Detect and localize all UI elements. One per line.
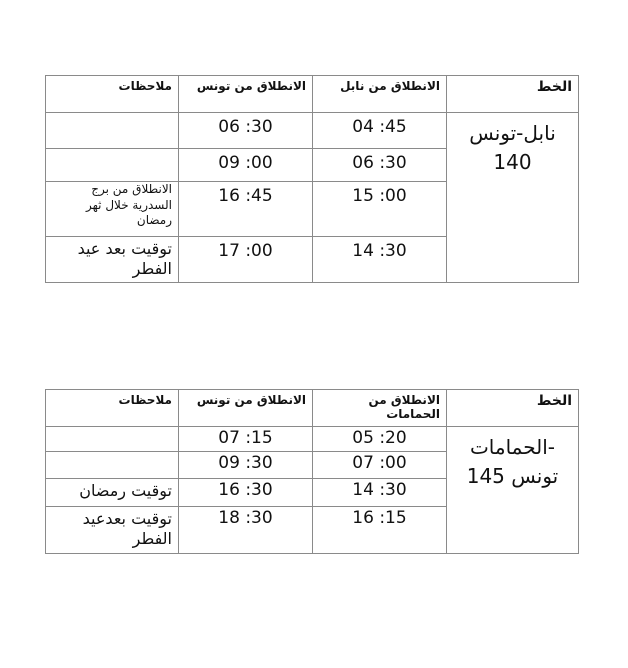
header-from-origin: الانطلاق من نابل (313, 76, 447, 113)
row-note (46, 427, 179, 452)
departure-tunis-time: 06 :30 (179, 113, 313, 149)
departure-tunis-time: 17 :00 (179, 237, 313, 283)
table-row (46, 113, 579, 149)
departure-origin-time: 06 :30 (313, 149, 447, 182)
line-name: -الحمامات تونس 145 (447, 427, 579, 554)
departure-origin-time: 15 :00 (313, 182, 447, 237)
departure-tunis-time: 18 :30 (179, 507, 313, 554)
table-header-row (46, 76, 579, 113)
departure-tunis-time: 09 :00 (179, 149, 313, 182)
header-from-origin: الانطلاق من الحمامات (313, 390, 447, 427)
header-notes: ملاحظات (46, 390, 179, 427)
schedule-table-line-145 (45, 389, 579, 554)
header-from-tunis: الانطلاق من تونس (179, 76, 313, 113)
departure-origin-time: 14 :30 (313, 479, 447, 507)
departure-origin-time: 04 :45 (313, 113, 447, 149)
departure-origin-time: 07 :00 (313, 452, 447, 479)
table-row (46, 427, 579, 452)
header-line: الخط (447, 390, 579, 427)
row-note: توقيت رمضان (46, 479, 179, 507)
header-line: الخط (447, 76, 579, 113)
schedule-table-line-140 (45, 75, 579, 283)
table-header-row (46, 390, 579, 427)
departure-tunis-time: 07 :15 (179, 427, 313, 452)
line-name: نابل-تونس 140 (447, 113, 579, 283)
row-note: توقيت بعد عيد الفطر (46, 237, 179, 283)
departure-tunis-time: 16 :30 (179, 479, 313, 507)
row-note: توقيت بعدعيد الفطر (46, 507, 179, 554)
departure-origin-time: 16 :15 (313, 507, 447, 554)
row-note (46, 149, 179, 182)
header-notes: ملاحظات (46, 76, 179, 113)
row-note (46, 452, 179, 479)
row-note (46, 113, 179, 149)
departure-tunis-time: 09 :30 (179, 452, 313, 479)
header-from-tunis: الانطلاق من تونس (179, 390, 313, 427)
departure-tunis-time: 16 :45 (179, 182, 313, 237)
departure-origin-time: 14 :30 (313, 237, 447, 283)
row-note: الانطلاق من برج السدرية خلال ثهر رمضان (46, 182, 179, 237)
departure-origin-time: 05 :20 (313, 427, 447, 452)
